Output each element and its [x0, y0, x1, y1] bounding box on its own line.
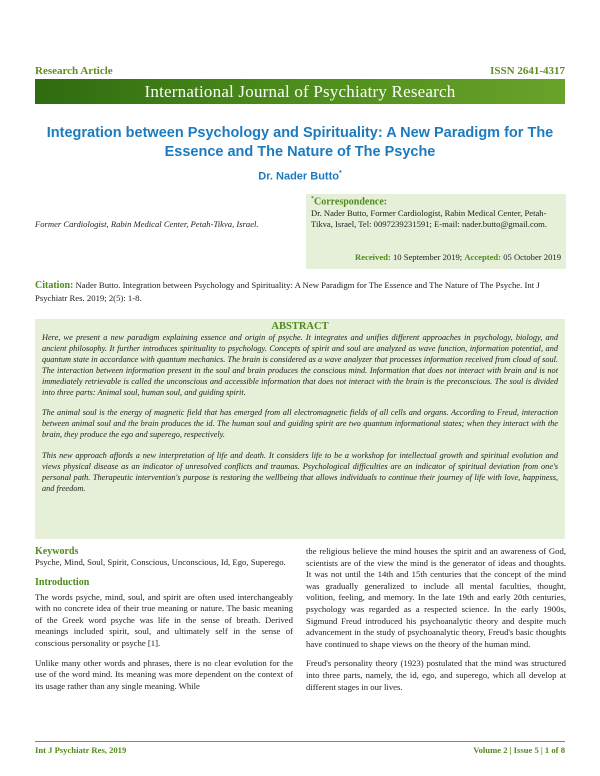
- footer-journal: Int J Psychiatr Res, 2019: [35, 745, 127, 755]
- correspondence-mark: *: [311, 196, 314, 202]
- author-mark: *: [338, 170, 342, 177]
- abstract-paragraph: The animal soul is the energy of magnetic field that has emerged from all electromagnetic fields of all cells and organs. According to Freud, interaction between animal soul and the brain produces the id. The human soul and guiding spirit are two quantum informational states; when they interact with the brain, they produce the ego and superego, respectively.: [42, 408, 558, 440]
- footer-volume: Volume 2 | Issue 5 | 1 of 8: [473, 745, 565, 755]
- body-paragraph: the religious believe the mind houses the spirit and an awareness of God, scientists are of the view the mind is the generator of ideas and thoughts. It was not until the 14th and 15th centuries that the concept of the mind was gradually generalized to include all mental faculties, thought, volition, feeling, and memory. In the late 19th and early 20th centuries, psychology was regarded as a respected science. In the early 1900s, Sigmund Freud introduced his psychoanalytic theory and despite much advancement in the study of psychoanalytic theory, Freud's basic thoughts have continued to shape views on the theory of the human mind.: [306, 546, 566, 649]
- accepted-label: Accepted:: [464, 252, 502, 262]
- footer-divider: [35, 741, 565, 742]
- issn: ISSN 2641-4317: [490, 65, 565, 77]
- abstract-box: [35, 319, 565, 539]
- dates-line: [306, 252, 566, 262]
- left-column: [35, 546, 293, 692]
- journal-name: International Journal of Psychiatry Research: [144, 81, 456, 101]
- intro-paragraph: The words psyche, mind, soul, and spirit are often used interchangeably with no concrete idea of their true meaning or nature. The basic meaning of the Greek word psyche was life in the sense of breath. Derived meanings included spirit, soul, and ultimately self in the sense of conscious personality or psyche [1].: [35, 591, 293, 648]
- received-date: 10 September 2019;: [392, 252, 463, 262]
- abstract-paragraph: This new approach affords a new interpretation of life and death. It considers life to be a workshop for intellectual growth and spiritual evolution and views physical disease as an indicator of unresolved conflicts and traumas. Psychological difficulties are an indicator of spiritual deviation from one's personal path. Therapeutic intervention's purpose is restoring the wellbeing that allows individuals to continue their journey of life with love, happiness, and freedom.: [42, 451, 558, 493]
- right-column: [306, 546, 566, 693]
- footer: [35, 745, 565, 755]
- author-name: Dr. Nader Butto: [258, 170, 339, 183]
- correspondence-heading: *Correspondence:: [311, 196, 388, 208]
- affiliation: Former Cardiologist, Rabin Medical Center, Petah-Tikva, Israel.: [35, 219, 259, 229]
- accepted-date: 05 October 2019: [503, 252, 561, 262]
- introduction-heading: Introduction: [35, 576, 90, 588]
- citation-text: Nader Butto. Integration between Psychology and Spirituality: A New Paradigm for The Essence and The Nature of The Psyche. Int J Psychiatr Res. 2019; 2(5): 1-8.: [35, 280, 540, 303]
- correspondence-body: Dr. Nader Butto, Former Cardiologist, Rabin Medical Center, Petah-Tikva, Israel, Tel: 0097239231591; E-mail: nader.butto@gmail.com.: [311, 208, 547, 230]
- author-line: [35, 170, 565, 183]
- citation-label: Citation:: [35, 280, 74, 291]
- received-label: Received:: [355, 252, 391, 262]
- journal-banner: [35, 79, 565, 104]
- abstract-heading: ABSTRACT: [271, 321, 329, 332]
- article-type: Research Article: [35, 65, 113, 77]
- abstract-paragraph: Here, we present a new paradigm explaining essence and origin of psyche. It integrates and unifies different approaches in psychology, biology, and ancient philosophy. It further introduces spirituality to psychology. Concepts of spirit and soul are analyzed as wave function, information potential, and quantum state in accordance with quantum mechanics. The brain is considered as a wave analyzer that processes information received from cloud of soul. The interaction between information present in the soul and brain produces the conscious mind. Information that does not interact with brain and is not immediately retrievable is called the unconscious and accessible information that does not interact with the brain is the preconscious. The soul is divided into three parts: Animal soul, human soul, and guiding spirit.: [42, 333, 558, 397]
- intro-paragraph: Unlike many other words and phrases, there is no clear evolution for the use of the word mind. Its meaning was more dependent on the context of its usage rather than any single meaning. While: [35, 657, 293, 691]
- citation: [35, 279, 565, 304]
- keywords-text: Psyche, Mind, Soul, Spirit, Conscious, Unconscious, Id, Ego, Superego.: [35, 557, 286, 567]
- keywords-heading: Keywords: [35, 546, 79, 557]
- top-row: [35, 64, 565, 78]
- paper-title: Integration between Psychology and Spirituality: A New Paradigm for The Essence and The Nature of The Psyche: [46, 125, 554, 160]
- body-paragraph: Freud's personality theory (1923) postulated that the mind was structured into three parts, namely, the id, ego, and superego, which all develop at different stages in our lives.: [306, 658, 566, 692]
